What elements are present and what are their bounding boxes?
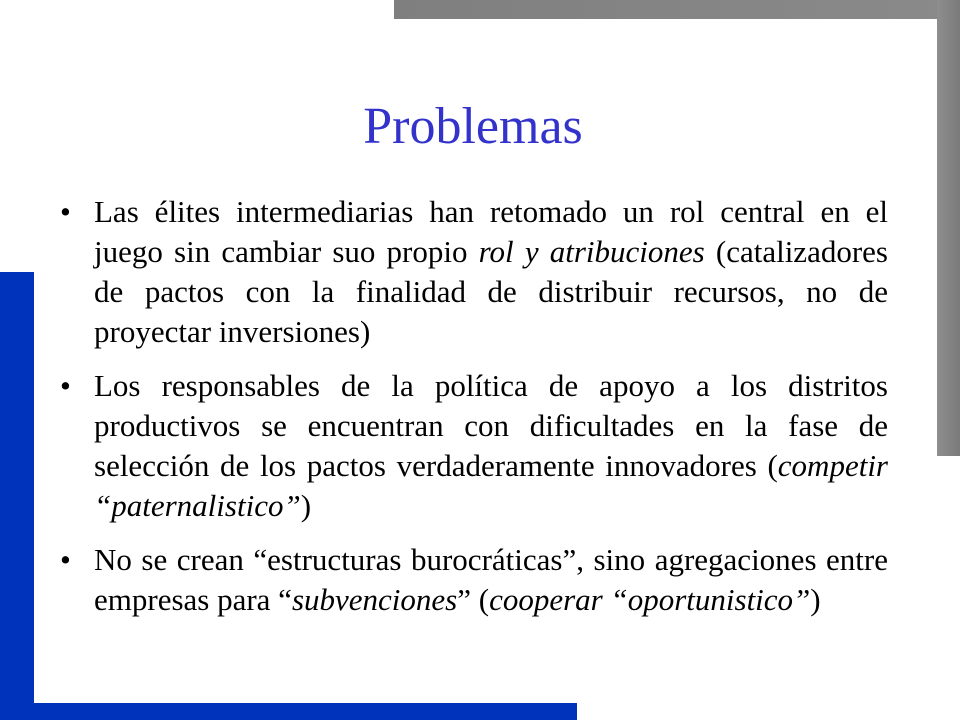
bullet-text-segment-italic: rol y atribuciones (478, 234, 705, 269)
right-gray-bar (937, 0, 960, 456)
bullet-item-3 (58, 540, 888, 620)
bullet-text-segment-italic: competir “paternalistico” (94, 448, 888, 523)
bullet-text-segment: ) (300, 488, 312, 523)
bullet-text-segment: ) (810, 582, 821, 617)
bullet-dot: • (60, 368, 71, 403)
bullet-item-2 (58, 366, 888, 526)
bullet-dot: • (60, 194, 71, 229)
top-gray-bar (394, 0, 960, 19)
bullet-text-segment: (catalizadores de pactos con la finalidad de distribuir recursos, no de proyectar inversiones) (94, 234, 888, 349)
bullet-text-segment: Las élites intermediarias han retomado un rol central en el juego sin cambiar suo propio (94, 194, 888, 269)
bullet-text-segment: Los responsables de la política de apoyo a los distritos productivos se encuentran con dificultades en la fase de selección de los pactos verdaderamente innovadores ( (94, 368, 888, 483)
left-blue-bar (0, 272, 34, 720)
slide-title: Problemas (363, 98, 583, 155)
bullet-text-segment-italic: cooperar “oportunistico” (489, 582, 811, 617)
bottom-blue-bar (0, 703, 577, 720)
bullet-dot: • (60, 542, 71, 577)
bullet-list (58, 192, 888, 634)
bullet-text-segment: ” ( (457, 582, 490, 617)
bullet-item-1 (58, 192, 888, 352)
bullet-text-segment-italic: subvenciones (291, 582, 458, 617)
bullet-text-segment: No se crean “estructuras burocráticas”, sino agregaciones entre empresas para “ (94, 542, 888, 617)
